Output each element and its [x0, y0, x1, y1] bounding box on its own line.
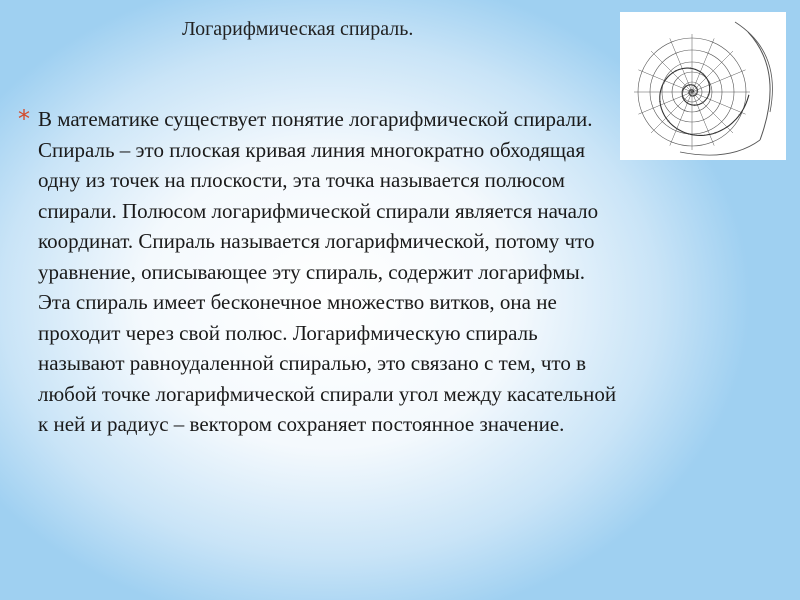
spiral-tick: [702, 73, 704, 75]
spiral-tick: [688, 133, 690, 135]
spiral-curve: [660, 68, 749, 135]
spiral-tick: [689, 94, 691, 96]
spiral-tick: [702, 102, 704, 104]
spiral-tick: [684, 86, 686, 88]
slide-title: Логарифмическая спираль.: [182, 18, 414, 40]
radial-line: [692, 51, 733, 92]
spiral-tick: [659, 101, 661, 103]
spiral-tick: [682, 91, 684, 93]
outer-arc: [748, 32, 770, 140]
spiral-tick: [663, 82, 665, 84]
bullet-marker: *: [18, 105, 30, 133]
spiral-tick: [739, 114, 741, 116]
spiral-tick: [668, 120, 670, 122]
spiral-tick: [688, 92, 690, 94]
spiral-tick: [694, 104, 696, 106]
spiral-tick: [689, 84, 691, 86]
spiral-tick: [715, 132, 717, 134]
logarithmic-spiral-drawing-icon: [620, 12, 786, 160]
spiral-tick: [693, 85, 695, 87]
spiral-tick: [687, 102, 689, 104]
spiral-tick: [697, 91, 699, 93]
spiral-tick: [696, 87, 698, 89]
spiral-tick: [675, 70, 677, 72]
spiral-figure: [620, 12, 786, 160]
spiral-tick: [689, 90, 691, 92]
spiral-tick: [690, 67, 692, 69]
spiral-tick: [708, 94, 710, 96]
spiral-tick: [693, 95, 695, 97]
radial-line: [651, 92, 692, 133]
spiral-tick: [682, 97, 684, 99]
body-paragraph: В математике существует понятие логарифмической спирали. Спираль – это плоская кривая линия многократно обходящая одну из точек на плоскости, эта точка называется полюсом спирали. Полюсом логарифмической спирали является начало координат. Спираль называется логарифмической, потому что уравнение, описывающее эту спираль, содержит логарифмы. Эта спираль имеет бесконечное множество витков, она не проходит через свой полюс. Логарифмическую спираль называют равноудаленной спиралью, это связано с тем, что в любой точке логарифмической спирали угол между касательной к ней и радиус – вектором сохраняет постоянное значение.: [38, 107, 617, 436]
spiral-tick: [691, 95, 693, 97]
spiral-tick: [708, 83, 710, 85]
bullet-item: [18, 104, 618, 440]
spiral-tick: [695, 93, 697, 95]
